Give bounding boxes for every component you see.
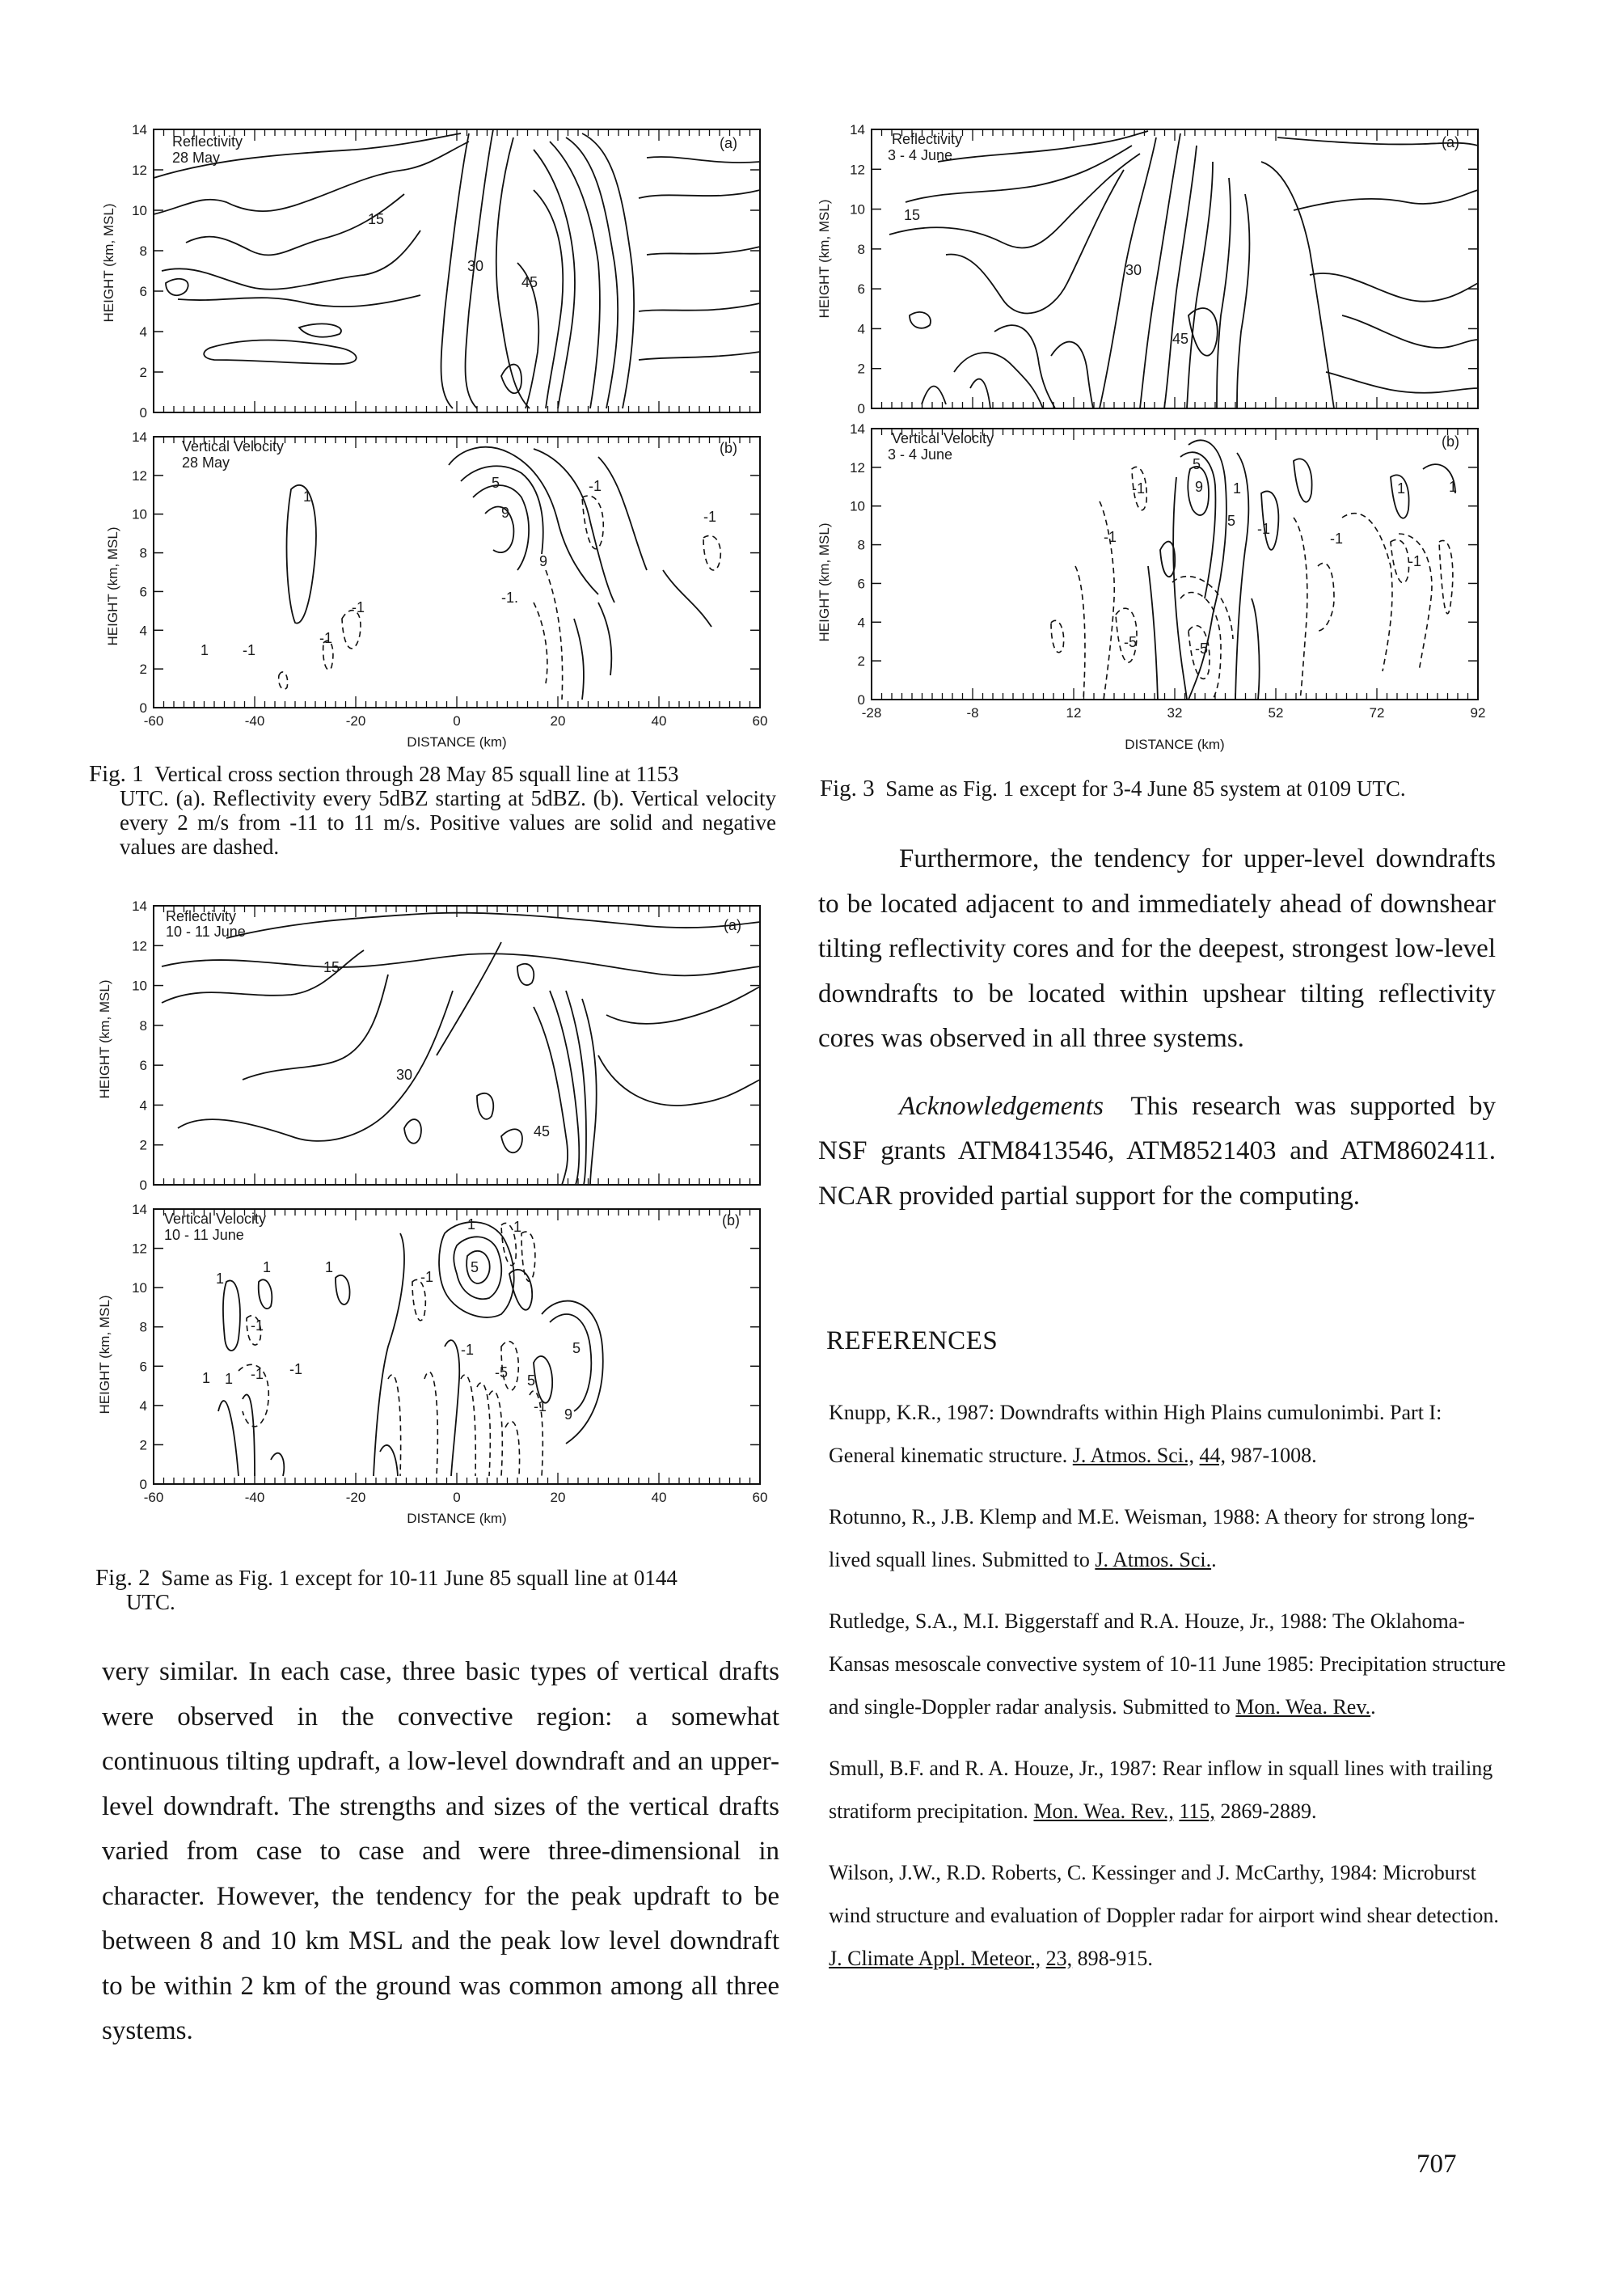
contour-label: -1 xyxy=(251,1317,264,1334)
contour-label: 5 xyxy=(572,1340,581,1356)
y-tick-label: 12 xyxy=(132,163,147,178)
reference-journal: J. Climate Appl. Meteor., xyxy=(829,1947,1041,1970)
reference-item xyxy=(829,1495,1508,1581)
panel-title: Vertical Velocity xyxy=(164,1211,267,1227)
reflectivity-panel xyxy=(132,122,760,421)
velocity-contours-negative xyxy=(279,496,721,700)
y-tick-label: 6 xyxy=(139,1058,147,1074)
x-tick-label: -8 xyxy=(966,705,979,721)
velocity-contours-negative xyxy=(239,1223,543,1476)
contour-label: -1 xyxy=(420,1269,434,1285)
reference-item xyxy=(829,1851,1508,1980)
contour-label: -5 xyxy=(1195,641,1209,657)
y-axis-label: HEIGHT (km, MSL) xyxy=(97,1295,112,1414)
page-number: 707 xyxy=(1416,2150,1457,2179)
contour-label: 1 xyxy=(467,1216,476,1233)
caption-text: Vertical cross section through 28 May 85 squall line at 1153 xyxy=(154,762,679,786)
y-tick-label: 0 xyxy=(139,1178,147,1193)
caption-label: Fig. 3 xyxy=(820,776,875,801)
y-tick-label: 12 xyxy=(132,1241,147,1257)
panel-date: 28 May xyxy=(172,150,221,166)
contour-label: 1 xyxy=(325,1259,334,1275)
contour-label: 1 xyxy=(216,1271,225,1287)
contour-label: -1 xyxy=(1330,531,1344,547)
y-tick-label: 8 xyxy=(139,545,147,561)
y-tick-label: 8 xyxy=(857,537,865,553)
x-tick-label: -40 xyxy=(244,1490,265,1505)
x-tick-label: -28 xyxy=(861,705,882,721)
panel-title: Reflectivity xyxy=(892,131,963,147)
contour-label: 45 xyxy=(1172,331,1189,347)
panel-letter: (a) xyxy=(1442,134,1459,150)
x-tick-label: 52 xyxy=(1268,705,1284,721)
acknowledgements-paragraph xyxy=(818,1085,1496,1220)
y-tick-label: 10 xyxy=(850,498,865,514)
x-tick-label: 12 xyxy=(1066,705,1082,721)
y-tick-label: 8 xyxy=(139,1017,147,1034)
contour-label: -1 xyxy=(1104,529,1117,545)
caption-text: UTC. (a). Reflectivity every 5dBZ starting at 5dBZ. (b). Vertical velocity every 2 m/s from -11 to 11 m/s. Positive values are solid and negative values are dashed. xyxy=(120,786,776,859)
contour-label: 1 xyxy=(263,1259,272,1275)
x-tick-label: 0 xyxy=(453,713,461,729)
x-tick-label: -20 xyxy=(345,713,366,729)
contour-label: -1 xyxy=(352,599,365,615)
reference-volume: 115, xyxy=(1179,1799,1215,1823)
contour-label: -5 xyxy=(495,1364,509,1381)
x-axis-label: DISTANCE (km) xyxy=(407,734,507,750)
y-tick-label: 6 xyxy=(139,1359,147,1375)
y-tick-label: 12 xyxy=(850,162,865,178)
contour-label: 9 xyxy=(501,505,510,521)
figure-3 xyxy=(808,113,1520,760)
contour-label: -1 xyxy=(703,509,717,525)
contour-label: -1 xyxy=(1132,480,1146,497)
y-tick-label: 8 xyxy=(857,241,865,257)
panel-title: Reflectivity xyxy=(166,908,237,924)
panel-date: 3 - 4 June xyxy=(888,147,953,163)
y-tick-label: 4 xyxy=(139,1397,147,1414)
contour-label: -1 xyxy=(243,642,256,658)
panel-date: 10 - 11 June xyxy=(166,924,246,940)
caption-label: Fig. 1 xyxy=(89,761,144,787)
reflectivity-contours xyxy=(154,129,760,408)
contour-label: -1 xyxy=(289,1361,303,1377)
contour-label: 45 xyxy=(534,1123,551,1140)
reference-text: Rutledge, S.A., M.I. Biggerstaff and R.A. Houze, Jr., 1988: The Oklahoma-Kansas mesoscale convective system of 10-11 June 1985: Precipitation structure and single-Doppler radar analysis. Submitted to xyxy=(829,1609,1506,1719)
y-tick-label: 6 xyxy=(857,281,865,298)
reference-text: Smull, B.F. and R. A. Houze, Jr., 1987: Rear inflow in squall lines with trailing stratiform precipitation. xyxy=(829,1757,1493,1823)
reference-text: Wilson, J.W., R.D. Roberts, C. Kessinger and J. McCarthy, 1984: Microburst wind structure and evaluation of Doppler radar for airport wind shear detection. xyxy=(829,1861,1499,1927)
x-tick-label: -20 xyxy=(345,1490,366,1505)
y-tick-label: 8 xyxy=(139,243,147,259)
figure-2 xyxy=(81,894,792,1533)
contour-label: 9 xyxy=(564,1406,573,1423)
contour-label: 45 xyxy=(521,274,538,290)
right-body-text xyxy=(818,837,1496,1219)
contour-label: 1 xyxy=(225,1371,234,1387)
velocity-contours-negative xyxy=(1051,467,1453,700)
y-tick-label: 4 xyxy=(857,615,865,631)
reference-pages: 987-1008. xyxy=(1231,1444,1317,1467)
contour-label: 1 xyxy=(1397,480,1406,497)
contour-label: -1. xyxy=(501,590,519,606)
caption-label: Fig. 2 xyxy=(95,1565,150,1591)
panel-date: 3 - 4 June xyxy=(888,446,953,463)
reference-text: Knupp, K.R., 1987: Downdrafts within High Plains cumulonimbi. Part I: General kinematic structure. xyxy=(829,1401,1442,1467)
y-tick-label: 0 xyxy=(139,405,147,421)
paragraph-text: Furthermore, the tendency for upper-level downdrafts to be located adjacent to and immediately ahead of downshear tilting reflectivity cores and for the deepest, strongest low-level downdrafts to be located within upshear tilting reflectivity cores was observed in all three systems. xyxy=(818,844,1496,1053)
reference-item xyxy=(829,1391,1508,1477)
y-tick-label: 4 xyxy=(139,623,147,639)
y-tick-label: 14 xyxy=(132,429,147,445)
figure-1-caption xyxy=(89,762,776,859)
y-axis-label: HEIGHT (km, MSL) xyxy=(101,203,116,323)
y-tick-label: 4 xyxy=(139,324,147,340)
reference-text: Rotunno, R., J.B. Klemp and M.E. Weisman, 1988: A theory for strong long-lived squall lines. Submitted to xyxy=(829,1505,1476,1571)
y-tick-label: 2 xyxy=(857,361,865,377)
reference-journal: J. Atmos. Sci., xyxy=(1072,1444,1195,1467)
vertical-velocity-panel xyxy=(132,429,767,750)
panel-letter: (a) xyxy=(724,917,741,933)
y-tick-label: 2 xyxy=(857,653,865,670)
x-axis-label: DISTANCE (km) xyxy=(407,1511,507,1526)
x-tick-label: -40 xyxy=(244,713,265,729)
x-axis-label: DISTANCE (km) xyxy=(1125,737,1225,752)
contour-label: 1 xyxy=(202,1370,211,1386)
y-tick-label: 8 xyxy=(139,1319,147,1335)
panel-letter: (b) xyxy=(1442,433,1459,450)
paragraph-text: very similar. In each case, three basic types of vertical drafts were observed in the convective region: a somewhat continuous tilting updraft, a low-level downdraft and an upper-level downdraft. The strengths and sizes of the vertical drafts varied from case to case and were three-dimensional in character. However, the tendency for the peak updraft to be between 8 and 10 km MSL and the peak low level downdraft to be within 2 km of the ground was common among all three systems. xyxy=(102,1657,779,2045)
x-tick-label: 32 xyxy=(1167,705,1183,721)
y-tick-label: 0 xyxy=(857,401,865,416)
panel-letter: (b) xyxy=(722,1212,740,1228)
vertical-velocity-panel xyxy=(132,1202,767,1526)
contour-label: 15 xyxy=(368,211,385,227)
y-axis-label: HEIGHT (km, MSL) xyxy=(817,522,832,642)
caption-text: UTC. xyxy=(126,1590,175,1614)
panel-date: 10 - 11 June xyxy=(164,1227,244,1243)
y-tick-label: 2 xyxy=(139,1437,147,1453)
y-tick-label: 10 xyxy=(132,506,147,522)
contour-label: 1 xyxy=(1233,480,1242,497)
y-tick-label: 10 xyxy=(132,1280,147,1296)
contour-label: 1 xyxy=(201,642,209,658)
contour-label: 9 xyxy=(539,553,548,569)
y-axis-label: HEIGHT (km, MSL) xyxy=(105,526,120,646)
y-tick-label: 10 xyxy=(850,201,865,218)
panel-date: 28 May xyxy=(182,455,230,471)
reference-journal: Mon. Wea. Rev. xyxy=(1235,1695,1371,1719)
contour-label: -5 xyxy=(1124,634,1138,650)
contour-label: 5 xyxy=(527,1372,536,1389)
contour-label: -1 xyxy=(319,630,333,646)
reflectivity-contours xyxy=(889,131,1478,408)
figure-3-caption xyxy=(820,776,1531,801)
reflectivity-contours xyxy=(162,913,760,1185)
panel-letter: (a) xyxy=(720,135,737,151)
y-tick-label: 14 xyxy=(850,421,865,437)
reference-journal: J. Atmos. Sci. xyxy=(1095,1548,1212,1571)
acknowledgements-text: This research was supported by NSF grants ATM8413546, ATM8521403 and ATM8602411. NCAR provided partial support for the computing. xyxy=(818,1091,1497,1211)
y-tick-label: 12 xyxy=(132,467,147,484)
x-tick-label: 92 xyxy=(1470,705,1486,721)
contour-label: 5 xyxy=(1193,456,1201,472)
contour-label: 1 xyxy=(303,488,312,505)
reference-journal: Mon. Wea. Rev., xyxy=(1033,1799,1174,1823)
panel-letter: (b) xyxy=(720,440,737,456)
y-tick-label: 2 xyxy=(139,662,147,678)
y-tick-label: 2 xyxy=(139,1137,147,1153)
y-tick-label: 2 xyxy=(139,365,147,380)
y-tick-label: 14 xyxy=(132,1202,147,1217)
caption-text: Same as Fig. 1 except for 3-4 June 85 system at 0109 UTC. xyxy=(885,776,1406,801)
contour-label: 5 xyxy=(471,1259,479,1275)
figure-1 xyxy=(81,117,792,756)
reference-pages: 898-915. xyxy=(1077,1947,1153,1970)
contour-label: 30 xyxy=(467,258,484,274)
contour-label: 9 xyxy=(1195,479,1204,495)
y-tick-label: 12 xyxy=(850,459,865,476)
reference-item xyxy=(829,1747,1508,1833)
y-tick-label: 0 xyxy=(857,692,865,708)
x-tick-label: 72 xyxy=(1369,705,1385,721)
x-tick-label: 20 xyxy=(550,1490,566,1505)
y-tick-label: 0 xyxy=(139,700,147,716)
reference-volume: 23, xyxy=(1045,1947,1073,1970)
y-tick-label: 0 xyxy=(139,1477,147,1492)
contour-label: 1 xyxy=(1449,479,1458,495)
x-tick-label: 60 xyxy=(752,713,768,729)
x-tick-label: -60 xyxy=(143,713,164,729)
contour-label: -1 xyxy=(251,1366,264,1382)
y-tick-label: 14 xyxy=(850,122,865,137)
left-body-paragraph xyxy=(102,1650,779,2054)
y-tick-label: 10 xyxy=(132,203,147,218)
contour-label: -1 xyxy=(1408,553,1422,569)
y-tick-label: 12 xyxy=(132,938,147,954)
x-tick-label: 40 xyxy=(651,713,667,729)
y-tick-label: 10 xyxy=(132,978,147,994)
contour-label: 30 xyxy=(1125,262,1142,278)
y-tick-label: 14 xyxy=(132,122,147,137)
references-list xyxy=(829,1391,1508,1980)
contour-label: 5 xyxy=(492,475,500,491)
y-tick-label: 6 xyxy=(139,584,147,600)
contour-label: -1 xyxy=(589,478,602,494)
reference-item xyxy=(829,1600,1508,1728)
panel-title: Vertical Velocity xyxy=(892,430,994,446)
x-tick-label: 20 xyxy=(550,713,566,729)
reference-pages: 2869-2889. xyxy=(1220,1799,1317,1823)
y-axis-label: HEIGHT (km, MSL) xyxy=(817,199,832,319)
contour-label: -1 xyxy=(1257,521,1271,537)
reference-pages: . xyxy=(1370,1695,1376,1719)
x-tick-label: 60 xyxy=(752,1490,768,1505)
velocity-contours-positive xyxy=(218,1222,603,1476)
contour-label: -1 xyxy=(534,1398,547,1414)
panel-title: Vertical Velocity xyxy=(182,438,285,455)
reflectivity-panel xyxy=(850,122,1478,416)
contour-label: 5 xyxy=(1227,513,1236,529)
y-tick-label: 6 xyxy=(857,576,865,592)
references-heading: REFERENCES xyxy=(826,1326,998,1355)
vertical-velocity-panel xyxy=(850,421,1485,752)
contour-label: 1 xyxy=(513,1219,522,1235)
x-tick-label: 0 xyxy=(453,1490,461,1505)
figure-2-caption xyxy=(95,1566,783,1614)
y-tick-label: 14 xyxy=(132,899,147,914)
contour-label: 15 xyxy=(904,207,921,223)
x-tick-label: 40 xyxy=(651,1490,667,1505)
contour-label: -1 xyxy=(461,1342,475,1358)
acknowledgements-title: Acknowledgements xyxy=(899,1091,1104,1121)
y-tick-label: 4 xyxy=(139,1097,147,1114)
caption-text: Same as Fig. 1 except for 10-11 June 85 squall line at 0144 xyxy=(161,1566,678,1590)
contour-label: 15 xyxy=(323,959,340,975)
panel-title: Reflectivity xyxy=(172,133,243,150)
y-tick-label: 4 xyxy=(857,321,865,337)
reflectivity-panel xyxy=(132,899,760,1193)
reference-volume: 44, xyxy=(1199,1444,1226,1467)
x-tick-label: -60 xyxy=(143,1490,164,1505)
reference-pages: . xyxy=(1211,1548,1217,1571)
y-axis-label: HEIGHT (km, MSL) xyxy=(97,979,112,1099)
contour-label: 30 xyxy=(396,1067,413,1083)
y-tick-label: 6 xyxy=(139,284,147,299)
